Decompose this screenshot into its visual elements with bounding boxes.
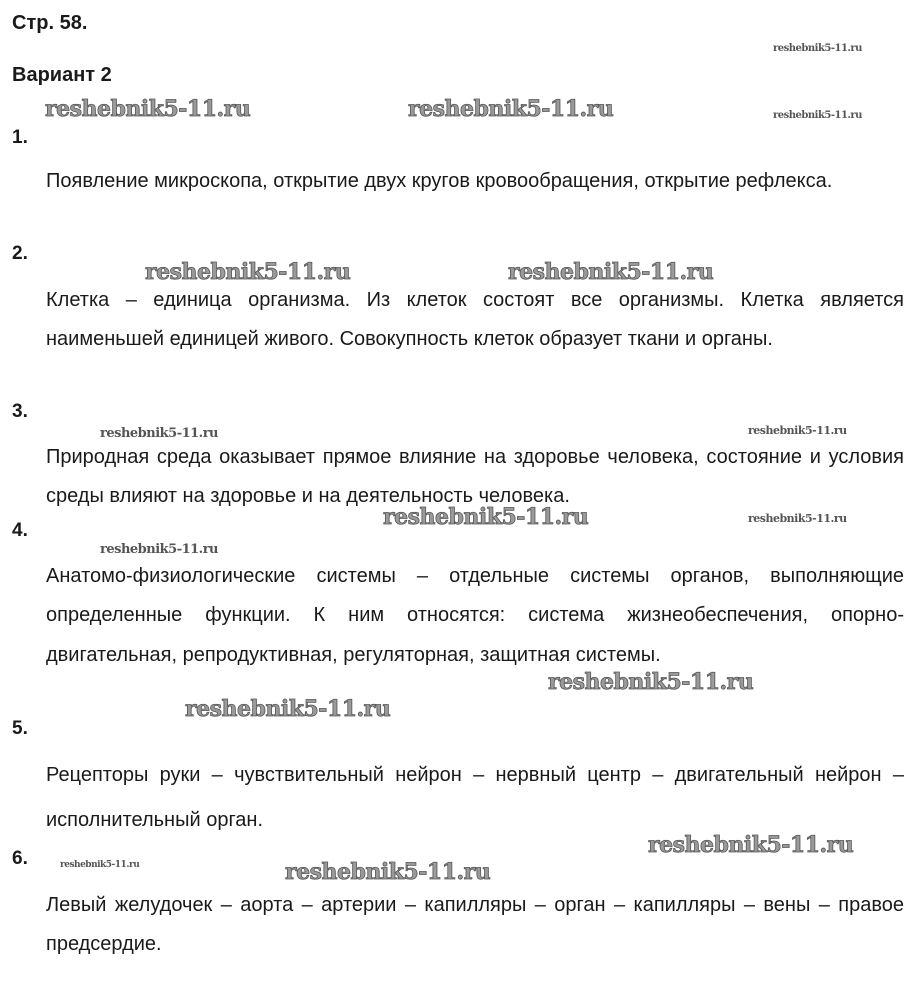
answer-text: Природная среда оказывает прямое влияние на здоровье человека, состояние и условия среды влияют на здоровье и на деятельность человека. bbox=[46, 446, 904, 507]
answer-number: 5. bbox=[12, 718, 28, 739]
answer-text: Появление микроскопа, открытие двух кругов кровообращения, открытие рефлекса. bbox=[46, 170, 833, 192]
answer-number: 2. bbox=[12, 243, 28, 264]
watermark: reshebnik5-11.ru bbox=[648, 832, 854, 858]
watermark: reshebnik5-11.ru bbox=[60, 860, 140, 870]
answer-number: 6. bbox=[12, 848, 28, 869]
watermark: reshebnik5-11.ru bbox=[408, 96, 614, 122]
variant-heading: Вариант 2 bbox=[12, 64, 112, 86]
answer-text: Анатомо-физиологические системы – отдельные системы органов, выполняющие определенные функции. К ним относятся: система жизнеобеспечения, опорно-двигательная, репродуктивная, регуляторная, защитная системы. bbox=[46, 565, 904, 666]
watermark: reshebnik5-11.ru bbox=[100, 542, 219, 557]
answer-text: Рецепторы руки – чувствительный нейрон – нервный центр – двигательный нейрон – исполнительный орган. bbox=[46, 764, 904, 831]
answer-text: Клетка – единица организма. Из клеток состоят все организмы. Клетка является наименьшей единицей живого. Совокупность клеток образует ткани и органы. bbox=[46, 289, 904, 350]
watermark: reshebnik5-11.ru bbox=[185, 696, 391, 722]
watermark: reshebnik5-11.ru bbox=[508, 259, 714, 285]
watermark: reshebnik5-11.ru bbox=[285, 859, 491, 885]
answer-number: 4. bbox=[12, 520, 28, 541]
watermark: reshebnik5-11.ru bbox=[100, 426, 219, 441]
answer-text: Левый желудочек – аорта – артерии – капилляры – орган – капилляры – вены – правое предсердие. bbox=[46, 894, 904, 955]
watermark: reshebnik5-11.ru bbox=[748, 424, 847, 437]
watermark: reshebnik5-11.ru bbox=[383, 504, 589, 530]
watermark: reshebnik5-11.ru bbox=[773, 43, 862, 54]
watermark: reshebnik5-11.ru bbox=[145, 259, 351, 285]
watermark: reshebnik5-11.ru bbox=[773, 110, 862, 121]
watermark: reshebnik5-11.ru bbox=[748, 512, 847, 525]
watermark: reshebnik5-11.ru bbox=[548, 669, 754, 695]
answer-number: 1. bbox=[12, 127, 28, 148]
watermark: reshebnik5-11.ru bbox=[45, 96, 251, 122]
answer-number: 3. bbox=[12, 401, 28, 422]
page-label: Стр. 58. bbox=[12, 12, 88, 34]
